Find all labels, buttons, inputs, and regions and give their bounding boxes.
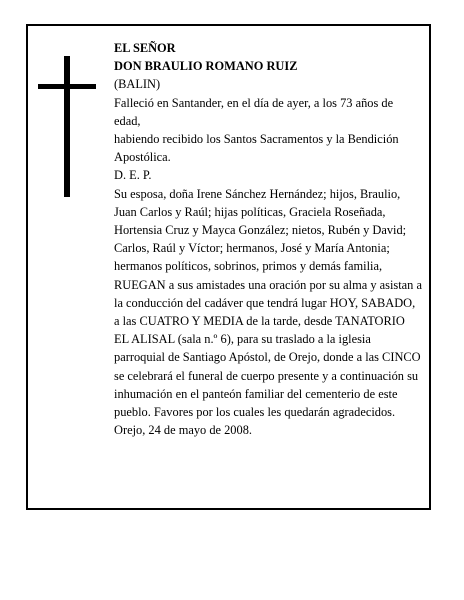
- cross-icon-bar: [38, 84, 96, 89]
- family-list: Su esposa, doña Irene Sánchez Hernández; hijos, Braulio, Juan Carlos y Raúl; hijas políticas, Graciela Roseñada, Hortensia Cruz y Mayca González; nietos, Rubén y David; Carlos, Raúl y Víctor; hermanos, José y María Antonia; hermanos políticos, sobrinos, primos y demás familia,: [114, 186, 407, 274]
- cross-icon: [64, 56, 70, 197]
- rip-line: D. E. P.: [114, 168, 152, 183]
- death-statement: Falleció en Santander, en el día de ayer, a los 73 años de edad,: [114, 95, 394, 128]
- sacraments-statement: habiendo recibido los Santos Sacramentos y la Bendición Apostólica.: [114, 132, 399, 165]
- place-date: Orejo, 24 de mayo de 2008.: [114, 423, 252, 438]
- deceased-nickname: (BALIN): [114, 77, 161, 92]
- deceased-name: DON BRAULIO ROMANO RUIZ: [114, 59, 298, 74]
- funeral-request: RUEGAN a sus amistades una oración por su alma y asistan a la conducción del cadáver que tendrá lugar HOY, SABADO, a las CUATRO Y MEDIA de la tarde, desde TANATORIO EL ALISAL (sala n.º 6), para su traslado a la iglesia parroquial de Santiago Apóstol, de Orejo, donde a las CINCO se celebrará el funeral de cuerpo presente y a continuación su inhumación en el panteón familiar del cementerio de este pueblo. Favores por los cuales les quedarán agradecidos.: [114, 277, 422, 420]
- obituary-text: [114, 39, 422, 439]
- notice-title: EL SEÑOR: [114, 41, 176, 55]
